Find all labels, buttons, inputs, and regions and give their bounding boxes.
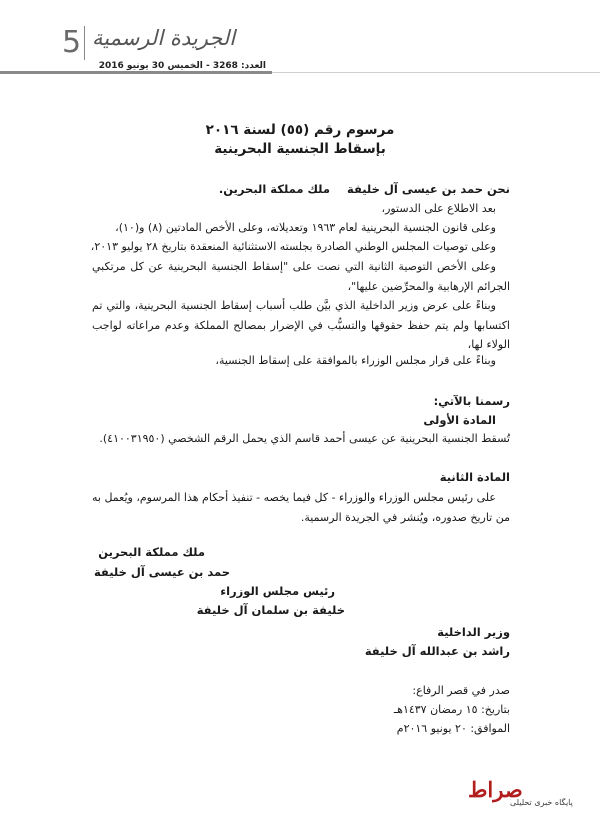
- preamble-line: وعلى توصيات المجلس الوطني الصادرة بجلسته الاستثنائية المنعقدة بتاريخ ٢٨ يوليو ٢٠١٣،: [90, 240, 496, 253]
- gazette-logo: الجريدة الرسمية: [92, 26, 236, 50]
- pm-name: خليفة بن سلمان آل خليفة: [196, 603, 345, 617]
- intro-name: نحن حمد بن عيسى آل خليفة: [346, 182, 510, 196]
- header-rule-thin: [272, 72, 600, 73]
- article1-heading: المادة الأولى: [423, 413, 496, 427]
- decree-title: مرسوم رقم (٥٥) لسنة ٢٠١٦: [205, 122, 395, 138]
- page-number: 5: [62, 25, 82, 60]
- watermark-text: پایگاه خبری تحلیلی: [510, 798, 573, 807]
- issued-gregorian: الموافق: ٢٠ يونيو ٢٠١٦م: [396, 722, 510, 735]
- decreed-heading: رسمنا بالآتي:: [433, 394, 510, 408]
- intro-title: ملك مملكة البحرين.: [218, 182, 330, 196]
- preamble-line: وبناءً على قرار مجلس الوزراء بالموافقة على إسقاط الجنسية،: [215, 354, 496, 367]
- watermark-logo: صراط: [468, 777, 523, 802]
- article1-text: تُسقط الجنسية البحرينية عن عيسى أحمد قاسم الذي يحمل الرقم الشخصي (٤١٠٠٣١٩٥٠).: [99, 432, 510, 445]
- king-title: ملك مملكة البحرين: [98, 545, 205, 559]
- preamble-paragraph: وبناءً على عرض وزير الداخلية الذي بيَّن طلب أسباب إسقاط الجنسية البحرينية، والتي تم اكتسابها ولم يتم حفظ حقوقها والتسبُّب في الإضرار بمصالح المملكة وعدم مراعاته لواجب الولاء لها،: [92, 299, 510, 351]
- issued-place: صدر في قصر الرفاع:: [412, 684, 510, 697]
- preamble-line: بعد الاطلاع على الدستور،: [381, 202, 496, 215]
- preamble-paragraph: وعلى الأخص التوصية الثانية التي نصت على "إسقاط الجنسية البحرينية عن كل مرتكبي الجرائم الإرهابية والمحرِّضين عليها"،: [92, 260, 510, 293]
- header-rule-dark: [0, 71, 272, 74]
- article2-text: على رئيس مجلس الوزراء والوزراء - كل فيما يخصه - تنفيذ أحكام هذا المرسوم، ويُعمل به من تاريخ صدوره، ويُنشر في الجريدة الرسمية.: [92, 491, 510, 524]
- header-divider: [84, 26, 85, 60]
- interior-name: راشد بن عبدالله آل خليفة: [364, 644, 510, 658]
- pm-title: رئيس مجلس الوزراء: [220, 584, 335, 598]
- issued-hijri: بتاريخ: ١٥ رمضان ١٤٣٧هـ: [393, 703, 510, 716]
- preamble-line: وعلى قانون الجنسية البحرينية لعام ١٩٦٣ وتعديلاته، وعلى الأخص المادتين (٨) و(١٠)،: [115, 221, 496, 234]
- interior-title: وزير الداخلية: [437, 625, 510, 639]
- king-name: حمد بن عيسى آل خليفة: [93, 565, 230, 579]
- issue-line: العدد: 3268 - الخميس 30 يونيو 2016: [98, 61, 266, 71]
- decree-subtitle: بإسقاط الجنسية البحرينية: [214, 141, 386, 157]
- article2-heading: المادة الثانية: [439, 470, 510, 484]
